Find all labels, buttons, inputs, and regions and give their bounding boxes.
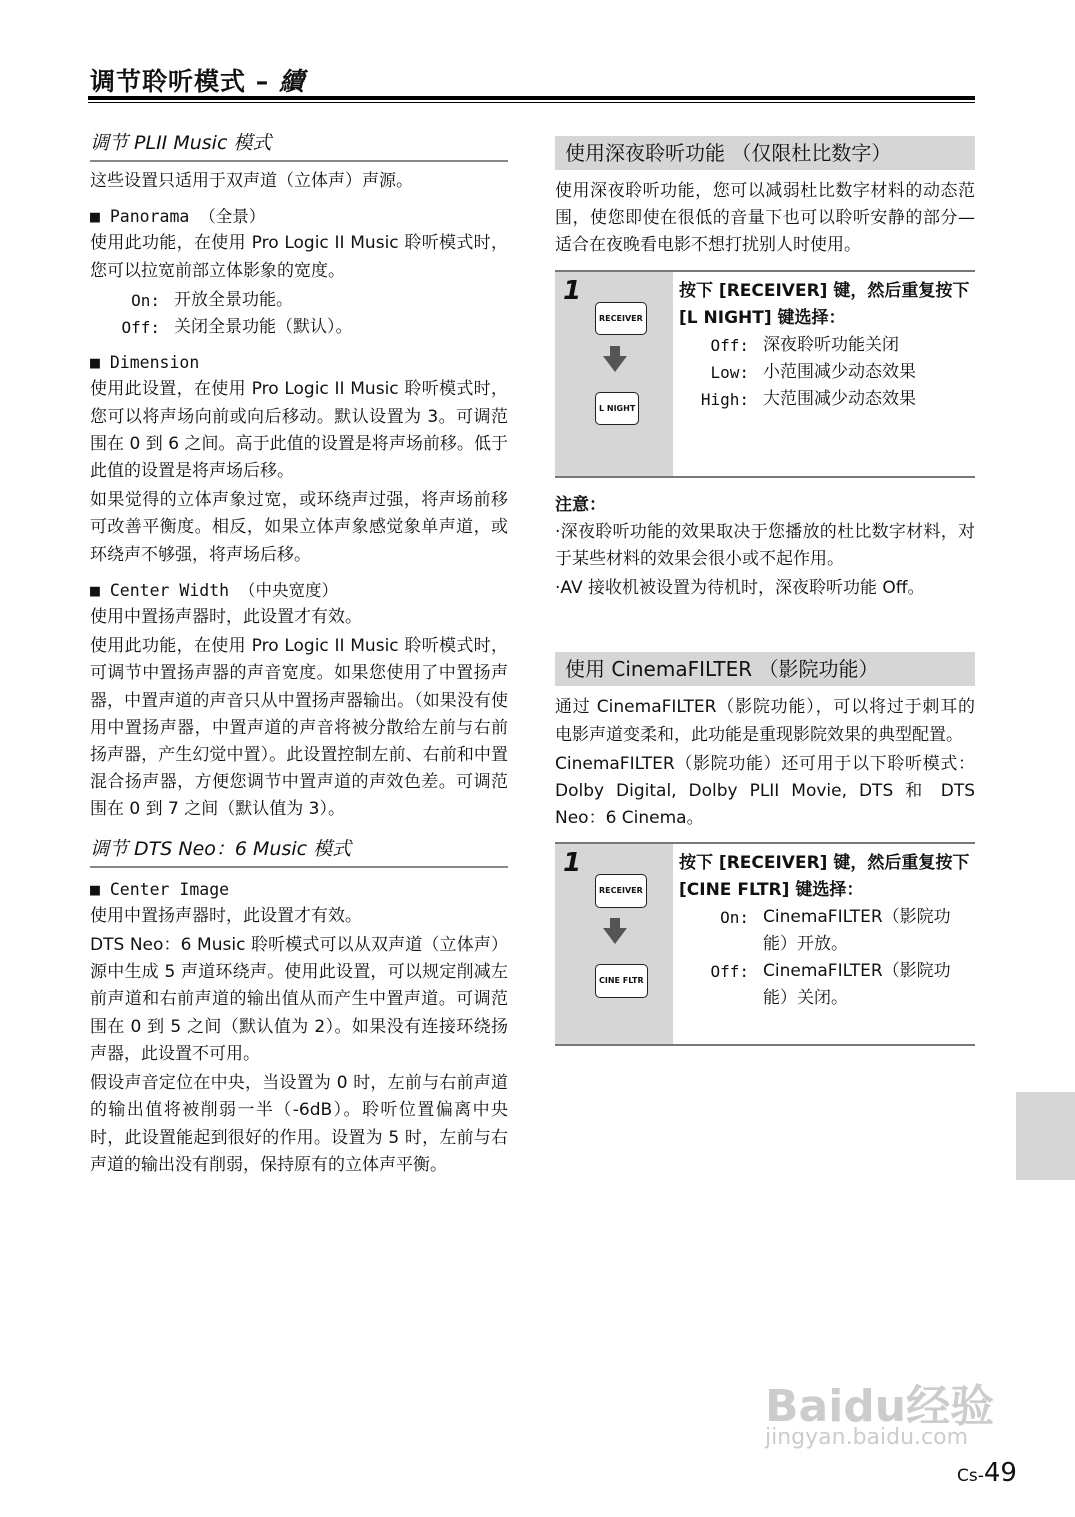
arrow-down-icon: [603, 928, 627, 944]
option-row: [679, 958, 975, 1012]
option-value: CinemaFILTER（影院功能）关闭。: [763, 961, 951, 1009]
option-value: 开放全景功能。: [174, 289, 293, 310]
option-row: [679, 386, 975, 413]
page-title: [90, 62, 305, 98]
section-heading-neo: 调节 DTS Neo：6 Music 模式: [90, 834, 508, 868]
title-rule: [88, 96, 975, 100]
watermark-url: jingyan.baidu.com: [765, 1425, 969, 1450]
option-key: Off:: [710, 962, 749, 982]
option-value: 小范围减少动态效果: [763, 361, 916, 382]
l-night-button-icon: L NIGHT: [595, 392, 639, 425]
page-prefix: Cs-: [957, 1466, 984, 1486]
arrow-down-icon: [603, 356, 627, 372]
cinema-body: 通过 CinemaFILTER（影院功能），可以将过于刺耳的电影声道变柔和，此功能是重现影院效果的典型配置。: [555, 697, 975, 745]
receiver-button-icon: RECEIVER: [595, 302, 647, 335]
page-number: [957, 1458, 1017, 1488]
option-value: 大范围减少动态效果: [763, 388, 916, 409]
plii-intro: 这些设置只适用于双声道（立体声）声源。: [90, 171, 413, 191]
step-text: [673, 844, 975, 1044]
center-image-body: 使用中置扬声器时，此设置才有效。: [90, 905, 362, 926]
option-row: [90, 287, 508, 314]
title-rule-thin: [88, 102, 975, 103]
left-column: [90, 128, 508, 1181]
remote-illustration: [555, 272, 673, 476]
option-key: Off:: [121, 318, 160, 338]
title-text: 调节聆听模式 –: [90, 67, 279, 96]
center-width-body: 使用中置扬声器时，此设置才有效。: [90, 607, 362, 628]
dimension-heading: ■ Dimension: [90, 349, 508, 376]
option-key: Off:: [710, 335, 749, 355]
step-number: 1: [563, 848, 582, 879]
cinema-body: CinemaFILTER（影院功能）还可用于以下聆听模式：Dolby Digital, Dolby PLII Movie, DTS 和 DTS Neo：6 Cinema。: [555, 753, 975, 829]
center-image-heading: ■ Center Image: [90, 876, 508, 903]
step-instruction: 按下 [RECEIVER] 键，然后重复按下 [L NIGHT] 键选择：: [679, 280, 970, 328]
option-value: 深夜聆听功能关闭: [763, 334, 899, 355]
arrow-down-icon: [610, 918, 620, 928]
panorama-heading: ■ Panorama （全景）: [90, 203, 508, 230]
option-value: 关闭全景功能（默认）。: [174, 317, 353, 338]
option-row: [679, 332, 975, 359]
note-item: ·深夜聆听功能的效果取决于您播放的杜比数字材料，对于某些材料的效果会很小或不起作用。: [555, 521, 975, 570]
option-value: CinemaFILTER（影院功能）开放。: [763, 907, 951, 955]
option-key: Low:: [710, 362, 749, 382]
step-box: [555, 842, 975, 1046]
section-heading-late-night: 使用深夜聆听功能 （仅限杜比数字）: [555, 136, 975, 170]
late-night-intro: 使用深夜聆听功能，您可以减弱杜比数字材料的动态范围，使您即使在很低的音量下也可以聆听安静的部分—适合在夜晚看电影不想打扰别人时使用。: [555, 181, 975, 256]
cine-fltr-button-icon: CINE FLTR: [595, 964, 648, 997]
step-box: [555, 270, 975, 478]
arrow-down-icon: [610, 346, 620, 356]
right-column: [555, 136, 975, 1064]
option-key: High:: [700, 389, 749, 409]
note-item: ·AV 接收机被设置为待机时，深夜聆听功能 Off。: [555, 578, 925, 599]
center-image-body: DTS Neo：6 Music 聆听模式可以从双声道（立体声）源中生成 5 声道环绕声。使用此设置，可以规定削减左前声道和右前声道的输出值从而产生中置声道。可调范围在 0 到 5 之间（默认值为 2）。如果没有连接环绕扬声器，此设置不可用。: [90, 935, 508, 1064]
panorama-body: 使用此功能，在使用 Pro Logic II Music 聆听模式时，您可以拉宽前部立体影象的宽度。: [90, 233, 508, 281]
page-num: 49: [983, 1458, 1017, 1488]
option-key: On:: [131, 290, 160, 310]
section-heading-cinema-filter: 使用 CinemaFILTER （影院功能）: [555, 652, 975, 686]
option-row: [679, 904, 975, 958]
watermark-logo: Baidu经验: [765, 1381, 995, 1432]
remote-illustration: [555, 844, 673, 1044]
dimension-body: 如果觉得的立体声象过宽，或环绕声过强，将声场前移可改善平衡度。相反，如果立体声象感觉象单声道，或环绕声不够强，将声场后移。: [90, 490, 508, 565]
center-width-heading: ■ Center Width （中央宽度）: [90, 577, 508, 604]
step-instruction: 按下 [RECEIVER] 键，然后重复按下 [CINE FLTR] 键选择：: [679, 853, 970, 901]
receiver-button-icon: RECEIVER: [595, 874, 647, 907]
section-heading-plii: 调节 PLII Music 模式: [90, 128, 508, 162]
step-number: 1: [563, 275, 582, 306]
side-tab: [1016, 1092, 1075, 1180]
center-width-body: 使用此功能，在使用 Pro Logic II Music 聆听模式时，可调节中置扬声器的声音宽度。如果您使用了中置扬声器，中置声道的声音只从中置扬声器输出。（如果没有使用中置扬声器，中置声道的声音将被分散给左前与右前扬声器，产生幻觉中置）。此设置控制左前、右前和中置混合扬声器，方便您调节中置声道的声效色差。可调范围在 0 到 7 之间（默认值为 3）。: [90, 636, 508, 820]
note-heading: 注意：: [555, 494, 606, 515]
option-row: [679, 359, 975, 386]
step-text: [673, 272, 975, 476]
dimension-body: 使用此设置，在使用 Pro Logic II Music 聆听模式时，您可以将声场向前或向后移动。默认设置为 3。可调范围在 0 到 6 之间。高于此值的设置是将声场前移。低于此值的设置是将声场后移。: [90, 379, 508, 482]
title-continued: 續: [278, 67, 305, 96]
center-image-body: 假设声音定位在中央，当设置为 0 时，左前与右前声道的输出值将被削弱一半（-6dB）。聆听位置偏离中央时，此设置能起到很好的作用。设置为 5 时，左前与右声道的输出没有削弱，保持原有的立体声平衡。: [90, 1073, 508, 1175]
option-row: [90, 314, 508, 341]
option-key: On:: [720, 908, 749, 928]
